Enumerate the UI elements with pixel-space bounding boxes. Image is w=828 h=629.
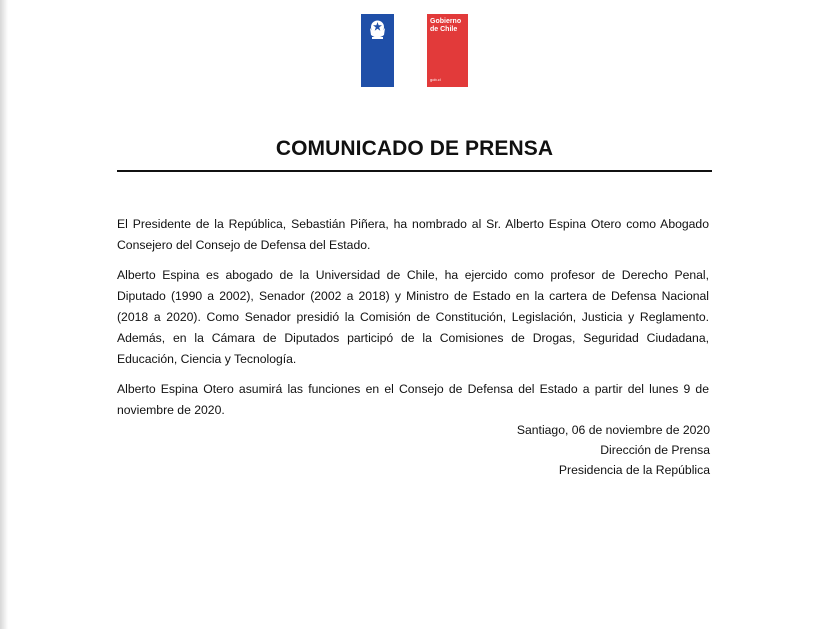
logo-blue-panel [361,14,394,87]
signature-block [420,420,710,480]
logo-government-text [430,18,461,34]
paragraph-biography: Alberto Espina es abogado de la Universidad de Chile, ha ejercido como profesor de Derecho Penal, Diputado (1990 a 2002), Senador (2002 a 2018) y Ministro de Estado en la cartera de Defensa Nacional (2018 a 2020). Como Senador presidió la Comisión de Constitución, Legislación, Justicia y Reglamento. Además, en la Cámara de Diputados participó de la Comisiones de Drogas, Seguridad Ciudadana, Educación, Ciencia y Tecnología. [117,268,709,366]
logo-government-line1: Gobierno [430,18,462,25]
logo-government-line2: de Chile [430,26,458,33]
signature-institution: Presidencia de la República [558,463,710,477]
signature-office: Dirección de Prensa [600,443,710,457]
logo-gobcl-text: gob.cl [430,77,441,82]
paragraph-appointment: El Presidente de la República, Sebastián Piñera, ha nombrado al Sr. Alberto Espina Otero como Abogado Consejero del Consejo de Defensa del Estado. [117,217,709,252]
press-release-body [117,214,709,430]
document-title: COMUNICADO DE PRENSA [275,137,554,160]
paragraph-start-date: Alberto Espina Otero asumirá las funciones en el Consejo de Defensa del Estado a partir del lunes 9 de noviembre de 2020. [117,382,709,417]
government-logo [361,14,468,87]
signature-place-date: Santiago, 06 de noviembre de 2020 [516,423,710,437]
title-underline-divider [117,170,712,172]
chile-coat-of-arms-icon [364,18,391,42]
logo-red-panel [427,14,468,87]
page-edge-shadow [0,0,8,629]
